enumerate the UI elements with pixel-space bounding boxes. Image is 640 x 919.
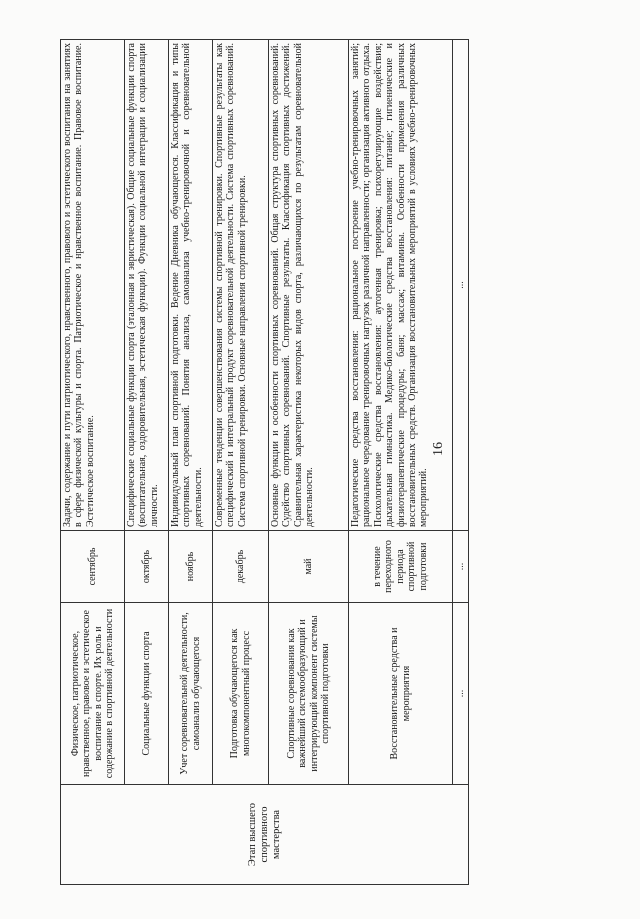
table-row: [125, 40, 169, 885]
page-number: 16: [431, 442, 446, 456]
topic-cell: Учет соревновательной деятельности, самоанализ обучающегося: [169, 603, 213, 785]
table-row: [169, 40, 213, 885]
month-cell: май: [269, 531, 349, 603]
month-cell: сентябрь: [61, 531, 125, 603]
table-row: [213, 40, 269, 885]
table-row: [61, 40, 125, 885]
stage-cell: Этап высшего спортивного мастерства: [61, 785, 469, 885]
month-cell: в течение переходного периода спортивной подготовки: [349, 531, 453, 603]
ellipsis-cell: ...: [453, 531, 469, 603]
content-cell: Педагогические средства восстановления: рациональное построение учебно-тренировочных занятий; рациональное чередование тренировочных нагрузок различной направленности; организация активного отдыха. Психологические средства восстановления: аутогенная тренировка; психорегулирующие воздействия; дыхательная гимнастика. Медико-биологические средства восстановления: питание; гигиенические и физиотерапевтические процедуры; баня; массаж; витамины. Особенности применения различных восстановительных средств. Организация восстановительных мероприятий в условиях учебно-тренировочных мероприятий.: [349, 40, 453, 531]
content-cell: Задачи, содержание и пути патриотического, нравственного, правового и эстетического воспитания на занятиях в сфере физической культуры и спорта. Патриотическое и нравственное воспитание. Правовое воспитание. Эстетическое воспитание.: [61, 40, 125, 531]
month-cell: декабрь: [213, 531, 269, 603]
content-cell: Индивидуальный план спортивной подготовки. Ведение Дневника обучающегося. Классификация и типы спортивных соревнований. Понятия анализа, самоанализа учебно-тренировочной и соревновательной деятельности.: [169, 40, 213, 531]
content-cell: Современные тенденции совершенствования системы спортивной тренировки. Спортивные результаты как специфический и интегральный продукт соревновательной деятельности. Система спортивных соревнований. Система спортивной тренировки. Основные направления спортивной тренировки.: [213, 40, 269, 531]
ellipsis-cell: ...: [453, 603, 469, 785]
topic-cell: Подготовка обучающегося как многокомпонентный процесс: [213, 603, 269, 785]
month-cell: ноябрь: [169, 531, 213, 603]
curriculum-table: [60, 39, 469, 885]
topic-cell: Социальные функции спорта: [125, 603, 169, 785]
content-cell: Специфические социальные функции спорта (эталонная и эвристическая). Общие социальные функции спорта (воспитательная, оздоровительная, эстетическая функции). Функции социальной интеграции и социализации личности.: [125, 40, 169, 531]
month-cell: октябрь: [125, 531, 169, 603]
table-row: [269, 40, 349, 885]
table-row: [349, 40, 453, 885]
table-row: [453, 40, 469, 885]
table-rotated-container: [60, 40, 470, 885]
topic-cell: Физическое, патриотическое, нравственное, правовое и эстетическое воспитание в спорте. Их роль и содержание в спортивной деятельности: [61, 603, 125, 785]
content-cell: Основные функции и особенности спортивных соревнований. Общая структура спортивных соревнований. Судейство спортивных соревнований. Спортивные результаты. Классификация спортивных достижений. Сравнительная характеристика некоторых видов спорта, различающихся по результатам соревновательной деятельности.: [269, 40, 349, 531]
topic-cell: Спортивные соревнования как важнейший системообразующий и интегрирующий компонент системы спортивной подготовки: [269, 603, 349, 785]
ellipsis-cell: ...: [453, 40, 469, 531]
topic-cell: Восстановительные средства и мероприятия: [349, 603, 453, 785]
